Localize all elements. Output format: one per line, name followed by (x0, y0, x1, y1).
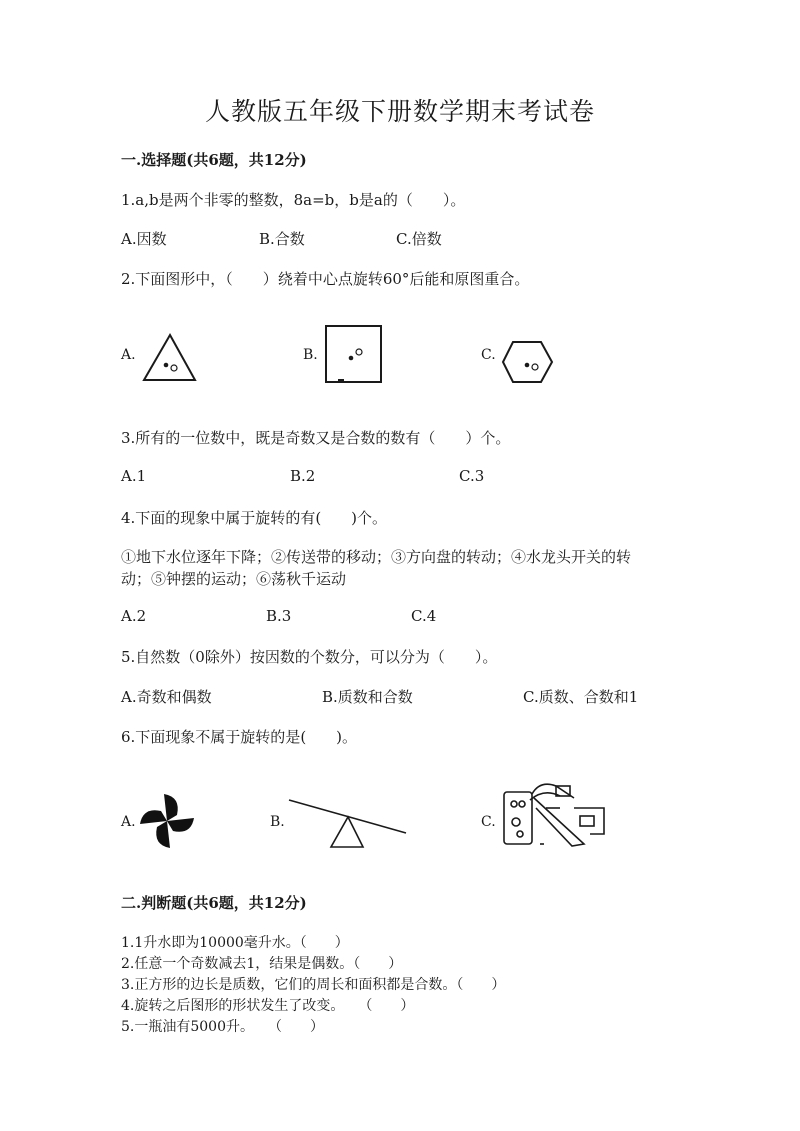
seesaw-icon (286, 793, 410, 851)
question-4: 4.下面的现象中属于旋转的有( )个。 (121, 509, 388, 527)
exam-title: 人教版五年级下册数学期末考试卷 (204, 97, 595, 126)
q3-option-a: A.1 (121, 467, 147, 485)
question-2: 2.下面图形中，（ ）绕着中心点旋转60°后能和原图重合。 (121, 270, 530, 288)
q4-list-line2: 动；⑤钟摆的运动；⑥荡秋千运动 (121, 570, 347, 588)
slide-icon (500, 778, 610, 850)
q2-label-a: A. (121, 347, 136, 363)
hexagon-figure (500, 338, 555, 386)
q1-option-c: C.倍数 (396, 230, 442, 248)
question-1: 1.a,b是两个非零的整数，8a=b，b是a的（ ）。 (121, 191, 466, 209)
q4-list-line1: ①地下水位逐年下降；②传送带的移动；③方向盘的转动；④水龙头开关的转 (121, 548, 632, 566)
q4-option-b: B.3 (266, 607, 292, 625)
tf-item-4: 4.旋转之后图形的形状发生了改变。 （ ） (121, 998, 415, 1014)
q2-label-c: C. (481, 347, 496, 363)
q6-label-a: A. (121, 814, 136, 830)
q1-option-a: A.因数 (121, 230, 167, 248)
question-5: 5.自然数（0除外）按因数的个数分，可以分为（ ）。 (121, 648, 498, 666)
section2-heading: 二.判断题(共6题，共12分) (121, 894, 307, 912)
question-3: 3.所有的一位数中，既是奇数又是合数的数有（ ）个。 (121, 429, 511, 447)
pinwheel-icon (138, 792, 196, 850)
question-6: 6.下面现象不属于旋转的是( )。 (121, 728, 358, 746)
tf-item-2: 2.任意一个奇数减去1，结果是偶数。（ ） (121, 956, 403, 972)
q6-label-b: B. (270, 814, 285, 830)
q4-option-c: C.4 (411, 607, 437, 625)
q3-option-b: B.2 (290, 467, 316, 485)
q4-option-a: A.2 (121, 607, 147, 625)
q1-option-b: B.合数 (259, 230, 305, 248)
q5-option-c: C.质数、合数和1 (523, 688, 639, 706)
q2-label-b: B. (303, 347, 318, 363)
q6-label-c: C. (481, 814, 496, 830)
q5-option-b: B.质数和合数 (322, 688, 413, 706)
triangle-figure (140, 330, 200, 385)
section1-heading: 一.选择题(共6题，共12分) (121, 151, 307, 169)
q3-option-c: C.3 (459, 467, 485, 485)
tf-item-3: 3.正方形的边长是质数，它们的周长和面积都是合数。（ ） (121, 977, 506, 993)
q5-option-a: A.奇数和偶数 (121, 688, 212, 706)
tf-item-1: 1.1升水即为10000毫升水。（ ） (121, 935, 349, 951)
square-figure (322, 322, 384, 386)
tf-item-5: 5.一瓶油有5000升。 （ ） (121, 1019, 324, 1035)
